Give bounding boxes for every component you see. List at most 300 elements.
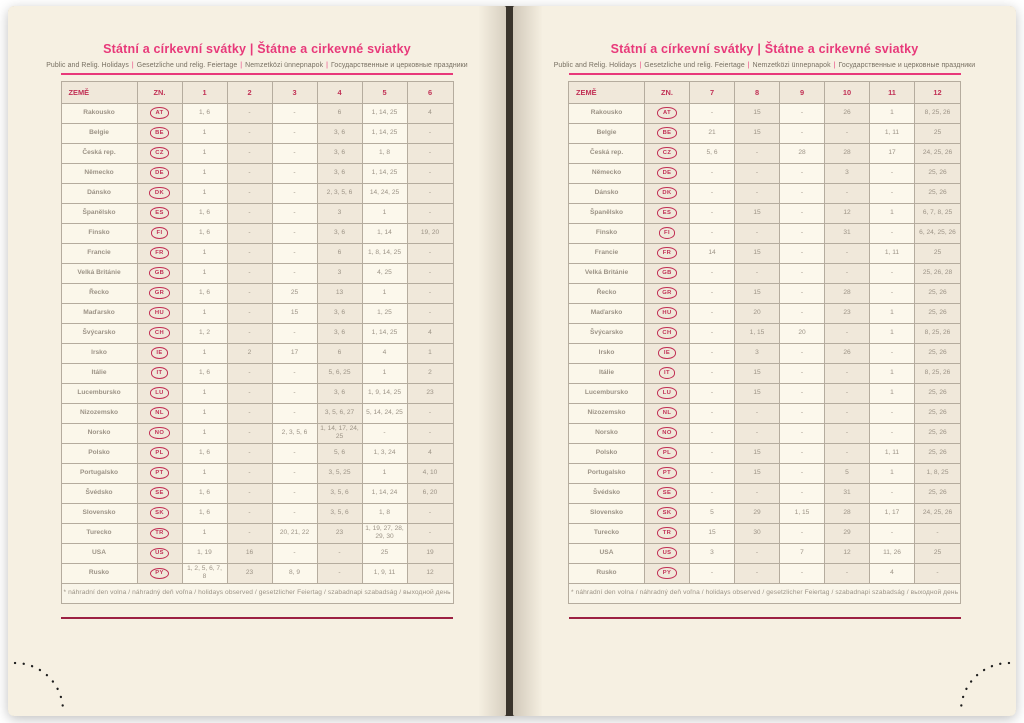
- table-row: [61, 463, 453, 483]
- page-content-left: [8, 6, 506, 716]
- month-cell: -: [825, 183, 870, 203]
- country-name: Řecko: [61, 283, 137, 303]
- diary-page-right: [513, 6, 1016, 716]
- month-cell: -: [407, 243, 453, 263]
- country-code-badge: PY: [657, 567, 677, 578]
- country-code-badge: US: [150, 548, 170, 559]
- month-cell: 31: [825, 223, 870, 243]
- country-code-badge: IE: [658, 347, 675, 358]
- month-cell: 1: [870, 203, 915, 223]
- month-cell: -: [735, 263, 780, 283]
- month-cell: 15: [735, 203, 780, 223]
- month-cell: -: [272, 463, 317, 483]
- month-cell: 1: [870, 323, 915, 343]
- month-cell: -: [690, 183, 735, 203]
- month-cell: 25, 26: [915, 423, 961, 443]
- month-cell: 25, 26: [915, 343, 961, 363]
- month-cell: -: [227, 203, 272, 223]
- month-cell: 25, 26: [915, 283, 961, 303]
- code-cell: [645, 383, 690, 403]
- month-cell: -: [690, 203, 735, 223]
- month-cell: -: [690, 263, 735, 283]
- month-cell: -: [407, 143, 453, 163]
- country-name: Itálie: [569, 363, 645, 383]
- month-cell: -: [780, 243, 825, 263]
- month-cell: 24, 25, 26: [915, 503, 961, 523]
- month-cell: 19: [407, 543, 453, 563]
- month-cell: 1, 8: [362, 143, 407, 163]
- month-cell: -: [227, 483, 272, 503]
- month-cell: -: [825, 443, 870, 463]
- month-cell: 26: [825, 103, 870, 123]
- month-cell: 17: [272, 343, 317, 363]
- month-cell: -: [272, 143, 317, 163]
- month-cell: -: [735, 163, 780, 183]
- code-cell: [137, 383, 182, 403]
- month-cell: 31: [825, 483, 870, 503]
- month-cell: 4: [362, 343, 407, 363]
- month-cell: -: [272, 243, 317, 263]
- month-cell: 1, 6: [182, 363, 227, 383]
- table-row: [569, 563, 961, 583]
- subtitle-part: Public and Relig. Holidays: [553, 62, 637, 69]
- month-cell: -: [690, 303, 735, 323]
- month-column-header: 9: [780, 81, 825, 103]
- month-cell: -: [407, 523, 453, 543]
- month-cell: -: [690, 323, 735, 343]
- month-cell: 1, 8, 14, 25: [362, 243, 407, 263]
- month-cell: -: [825, 423, 870, 443]
- month-cell: 19, 20: [407, 223, 453, 243]
- month-cell: 1, 15: [735, 323, 780, 343]
- month-cell: -: [272, 443, 317, 463]
- table-row: [61, 283, 453, 303]
- month-cell: -: [272, 203, 317, 223]
- month-cell: -: [690, 423, 735, 443]
- country-code-badge: PL: [657, 447, 676, 458]
- country-code-badge: IE: [151, 347, 168, 358]
- month-cell: 14: [690, 243, 735, 263]
- country-name: Belgie: [569, 123, 645, 143]
- code-cell: [645, 343, 690, 363]
- month-cell: 1: [870, 363, 915, 383]
- dotted-corner-arc: [951, 647, 1013, 713]
- country-code-badge: SE: [150, 487, 170, 498]
- month-cell: 1, 8: [362, 503, 407, 523]
- page-content-right: [513, 6, 1016, 716]
- country-code-badge: CH: [149, 327, 169, 338]
- country-code-badge: FI: [151, 227, 168, 238]
- month-cell: -: [825, 263, 870, 283]
- code-column-header: ZN.: [137, 81, 182, 103]
- month-cell: 25, 26: [915, 403, 961, 423]
- country-code-badge: GR: [149, 287, 170, 298]
- month-cell: -: [272, 103, 317, 123]
- code-cell: [137, 183, 182, 203]
- code-cell: [137, 503, 182, 523]
- country-code-badge: CH: [657, 327, 677, 338]
- subtitle-part: Государственные и церковные праздники: [838, 62, 976, 69]
- month-cell: -: [780, 443, 825, 463]
- diary-spread: [8, 6, 1016, 716]
- month-cell: 1, 6: [182, 443, 227, 463]
- month-cell: -: [735, 543, 780, 563]
- month-cell: 25: [915, 543, 961, 563]
- month-cell: -: [690, 363, 735, 383]
- month-cell: -: [227, 323, 272, 343]
- month-cell: 8, 25, 26: [915, 103, 961, 123]
- country-name: Lucembursko: [569, 383, 645, 403]
- country-name: Velká Británie: [569, 263, 645, 283]
- country-column-header: ZEMĚ: [61, 81, 137, 103]
- subtitle-part: Gesetzliche und relig. Feiertage: [644, 62, 745, 69]
- country-code-badge: GB: [657, 267, 678, 278]
- month-cell: -: [272, 363, 317, 383]
- table-row: [61, 143, 453, 163]
- country-name: Dánsko: [61, 183, 137, 203]
- month-cell: 3, 6: [317, 143, 362, 163]
- country-code-badge: BE: [150, 127, 170, 138]
- table-row: [569, 423, 961, 443]
- month-cell: 15: [735, 283, 780, 303]
- month-cell: 3: [825, 163, 870, 183]
- month-cell: -: [227, 123, 272, 143]
- month-cell: 1: [362, 363, 407, 383]
- month-cell: -: [690, 443, 735, 463]
- month-cell: -: [780, 403, 825, 423]
- country-code-badge: BE: [657, 127, 677, 138]
- month-cell: 1: [362, 283, 407, 303]
- month-cell: 1, 8, 25: [915, 463, 961, 483]
- month-cell: 1: [182, 423, 227, 443]
- country-name: Nizozemsko: [61, 403, 137, 423]
- month-cell: 1: [362, 463, 407, 483]
- month-cell: 1: [870, 463, 915, 483]
- table-row: [61, 103, 453, 123]
- month-cell: -: [690, 463, 735, 483]
- table-row: [61, 443, 453, 463]
- holidays-table-months-1-6: [61, 81, 454, 604]
- month-cell: -: [870, 423, 915, 443]
- code-cell: [137, 163, 182, 183]
- table-row: [61, 523, 453, 543]
- subtitle-separator: |: [747, 62, 750, 69]
- month-cell: -: [407, 403, 453, 423]
- month-cell: -: [272, 183, 317, 203]
- month-cell: -: [227, 423, 272, 443]
- table-row: [569, 383, 961, 403]
- month-cell: 5, 6: [690, 143, 735, 163]
- country-name: Česká rep.: [61, 143, 137, 163]
- month-cell: -: [407, 123, 453, 143]
- month-cell: 4, 10: [407, 463, 453, 483]
- table-row: [61, 323, 453, 343]
- month-cell: 8, 25, 26: [915, 323, 961, 343]
- month-cell: -: [690, 343, 735, 363]
- page-subtitle: [554, 62, 976, 69]
- month-cell: -: [690, 383, 735, 403]
- country-code-badge: TR: [150, 528, 170, 539]
- country-name: Nizozemsko: [569, 403, 645, 423]
- month-cell: 3, 6: [317, 323, 362, 343]
- month-cell: 25: [915, 123, 961, 143]
- month-cell: 6, 7, 8, 25: [915, 203, 961, 223]
- code-cell: [645, 163, 690, 183]
- table-row: [569, 283, 961, 303]
- month-cell: -: [735, 483, 780, 503]
- table-row: [569, 363, 961, 383]
- country-name: Francie: [61, 243, 137, 263]
- table-row: [61, 483, 453, 503]
- footnote-row: [569, 583, 961, 603]
- month-cell: 3, 6: [317, 303, 362, 323]
- country-name: Irsko: [61, 343, 137, 363]
- code-cell: [137, 243, 182, 263]
- month-column-header: 8: [735, 81, 780, 103]
- country-name: Česká rep.: [569, 143, 645, 163]
- country-code-badge: GR: [657, 287, 678, 298]
- code-cell: [645, 443, 690, 463]
- table-row: [569, 123, 961, 143]
- month-cell: 15: [735, 363, 780, 383]
- month-cell: 1, 11: [870, 243, 915, 263]
- code-cell: [137, 223, 182, 243]
- bottom-divider-rule: [61, 617, 453, 619]
- country-code-badge: DE: [150, 167, 170, 178]
- country-name: Turecko: [61, 523, 137, 543]
- month-cell: -: [825, 363, 870, 383]
- month-cell: -: [227, 403, 272, 423]
- month-cell: -: [690, 483, 735, 503]
- code-cell: [137, 443, 182, 463]
- table-row: [61, 263, 453, 283]
- month-cell: 1: [182, 123, 227, 143]
- month-cell: -: [407, 423, 453, 443]
- code-cell: [137, 363, 182, 383]
- month-cell: 3, 5, 25: [317, 463, 362, 483]
- month-cell: -: [780, 123, 825, 143]
- month-cell: -: [825, 563, 870, 583]
- header-row: [61, 81, 453, 103]
- month-cell: 25, 26: [915, 183, 961, 203]
- table-row: [569, 203, 961, 223]
- country-name: Finsko: [569, 223, 645, 243]
- month-cell: 5, 14, 24, 25: [362, 403, 407, 423]
- month-cell: -: [780, 263, 825, 283]
- country-name: Slovensko: [61, 503, 137, 523]
- country-name: Francie: [569, 243, 645, 263]
- month-cell: -: [272, 503, 317, 523]
- country-name: Švýcarsko: [569, 323, 645, 343]
- month-column-header: 1: [182, 81, 227, 103]
- month-cell: 3, 5, 6: [317, 483, 362, 503]
- country-name: Turecko: [569, 523, 645, 543]
- code-cell: [645, 543, 690, 563]
- month-cell: -: [227, 283, 272, 303]
- month-cell: -: [735, 563, 780, 583]
- table-row: [569, 143, 961, 163]
- month-cell: 1: [182, 143, 227, 163]
- month-cell: -: [407, 263, 453, 283]
- table-row: [569, 223, 961, 243]
- month-cell: 1: [182, 403, 227, 423]
- country-code-badge: AT: [150, 107, 169, 118]
- month-cell: 8, 25, 26: [915, 363, 961, 383]
- country-name: Rusko: [569, 563, 645, 583]
- month-cell: 1, 6: [182, 203, 227, 223]
- month-cell: 3, 5, 6: [317, 503, 362, 523]
- month-cell: -: [227, 103, 272, 123]
- code-cell: [137, 343, 182, 363]
- month-cell: -: [780, 223, 825, 243]
- country-code-badge: LU: [657, 387, 677, 398]
- table-row: [569, 483, 961, 503]
- country-name: Řecko: [569, 283, 645, 303]
- month-cell: -: [272, 323, 317, 343]
- country-name: USA: [61, 543, 137, 563]
- subtitle-separator: |: [326, 62, 329, 69]
- month-cell: 23: [227, 563, 272, 583]
- code-cell: [645, 123, 690, 143]
- month-cell: 25: [915, 243, 961, 263]
- month-cell: 1, 6: [182, 223, 227, 243]
- month-cell: 1, 9, 14, 25: [362, 383, 407, 403]
- month-cell: 3, 6: [317, 223, 362, 243]
- month-cell: -: [227, 383, 272, 403]
- month-cell: 30: [735, 523, 780, 543]
- month-cell: 1: [182, 343, 227, 363]
- country-name: Slovensko: [569, 503, 645, 523]
- country-name: USA: [569, 543, 645, 563]
- country-name: Německo: [61, 163, 137, 183]
- country-name: Španělsko: [569, 203, 645, 223]
- month-cell: -: [227, 263, 272, 283]
- month-cell: 26: [825, 343, 870, 363]
- month-cell: 29: [735, 503, 780, 523]
- month-cell: 4: [407, 443, 453, 463]
- month-column-header: 12: [915, 81, 961, 103]
- month-cell: 15: [690, 523, 735, 543]
- country-code-badge: SE: [657, 487, 677, 498]
- holidays-table-months-7-12: [568, 81, 961, 604]
- month-cell: 1: [182, 183, 227, 203]
- country-name: Švédsko: [569, 483, 645, 503]
- month-cell: -: [227, 523, 272, 543]
- code-cell: [137, 463, 182, 483]
- month-cell: 5, 6: [317, 443, 362, 463]
- month-cell: -: [915, 563, 961, 583]
- month-cell: 8, 9: [272, 563, 317, 583]
- month-cell: 25: [272, 283, 317, 303]
- month-cell: -: [825, 383, 870, 403]
- code-cell: [137, 543, 182, 563]
- month-cell: 6, 24, 25, 26: [915, 223, 961, 243]
- country-code-badge: IT: [659, 367, 676, 378]
- table-row: [569, 163, 961, 183]
- month-cell: 25, 26, 28: [915, 263, 961, 283]
- month-cell: 1, 6: [182, 283, 227, 303]
- country-code-badge: DK: [657, 187, 677, 198]
- month-cell: 15: [735, 103, 780, 123]
- month-cell: -: [780, 283, 825, 303]
- country-code-badge: HU: [149, 307, 169, 318]
- month-cell: 1, 11: [870, 443, 915, 463]
- country-code-badge: SK: [657, 507, 677, 518]
- month-cell: 28: [825, 283, 870, 303]
- country-name: Polsko: [569, 443, 645, 463]
- month-cell: -: [227, 443, 272, 463]
- month-cell: -: [227, 223, 272, 243]
- code-cell: [137, 563, 182, 583]
- country-name: Polsko: [61, 443, 137, 463]
- code-cell: [645, 223, 690, 243]
- country-name: Švédsko: [61, 483, 137, 503]
- month-cell: 4: [407, 103, 453, 123]
- month-cell: -: [407, 303, 453, 323]
- month-cell: 1: [182, 523, 227, 543]
- month-cell: 29: [825, 523, 870, 543]
- month-cell: -: [272, 263, 317, 283]
- month-cell: -: [227, 503, 272, 523]
- month-cell: 13: [317, 283, 362, 303]
- month-cell: -: [780, 163, 825, 183]
- subtitle-part: Public and Relig. Holidays: [46, 62, 129, 69]
- month-cell: -: [735, 183, 780, 203]
- month-cell: -: [272, 383, 317, 403]
- code-cell: [645, 523, 690, 543]
- month-cell: -: [780, 383, 825, 403]
- month-cell: 28: [780, 143, 825, 163]
- month-cell: 23: [317, 523, 362, 543]
- table-row: [569, 103, 961, 123]
- table-row: [61, 163, 453, 183]
- country-code-badge: NO: [149, 427, 170, 438]
- month-cell: -: [407, 183, 453, 203]
- month-cell: -: [272, 403, 317, 423]
- month-column-header: 7: [690, 81, 735, 103]
- month-cell: 3, 6: [317, 163, 362, 183]
- month-cell: -: [407, 203, 453, 223]
- code-cell: [137, 403, 182, 423]
- footnote: * náhradní den volna / náhradný deň voľna / holidays observed / gesetzlicher Feiertag / szabadnapi szabadság / выходной день: [569, 583, 961, 603]
- month-cell: 1: [870, 383, 915, 403]
- month-cell: 2: [407, 363, 453, 383]
- month-cell: -: [780, 203, 825, 223]
- month-cell: -: [407, 503, 453, 523]
- month-cell: 12: [825, 543, 870, 563]
- month-cell: -: [780, 103, 825, 123]
- month-cell: 1, 6: [182, 483, 227, 503]
- month-cell: 11, 26: [870, 543, 915, 563]
- country-code-badge: CZ: [150, 147, 170, 158]
- table-row: [569, 463, 961, 483]
- table-row: [569, 523, 961, 543]
- table-row: [61, 503, 453, 523]
- month-cell: -: [825, 123, 870, 143]
- subtitle-separator: |: [833, 62, 836, 69]
- month-cell: -: [407, 163, 453, 183]
- code-cell: [137, 203, 182, 223]
- code-cell: [137, 303, 182, 323]
- table-row: [569, 303, 961, 323]
- month-cell: -: [735, 403, 780, 423]
- month-cell: 24, 25, 26: [915, 143, 961, 163]
- country-code-badge: DK: [149, 187, 169, 198]
- table-row: [61, 563, 453, 583]
- month-cell: 3, 6: [317, 383, 362, 403]
- month-cell: -: [690, 223, 735, 243]
- table-row: [61, 243, 453, 263]
